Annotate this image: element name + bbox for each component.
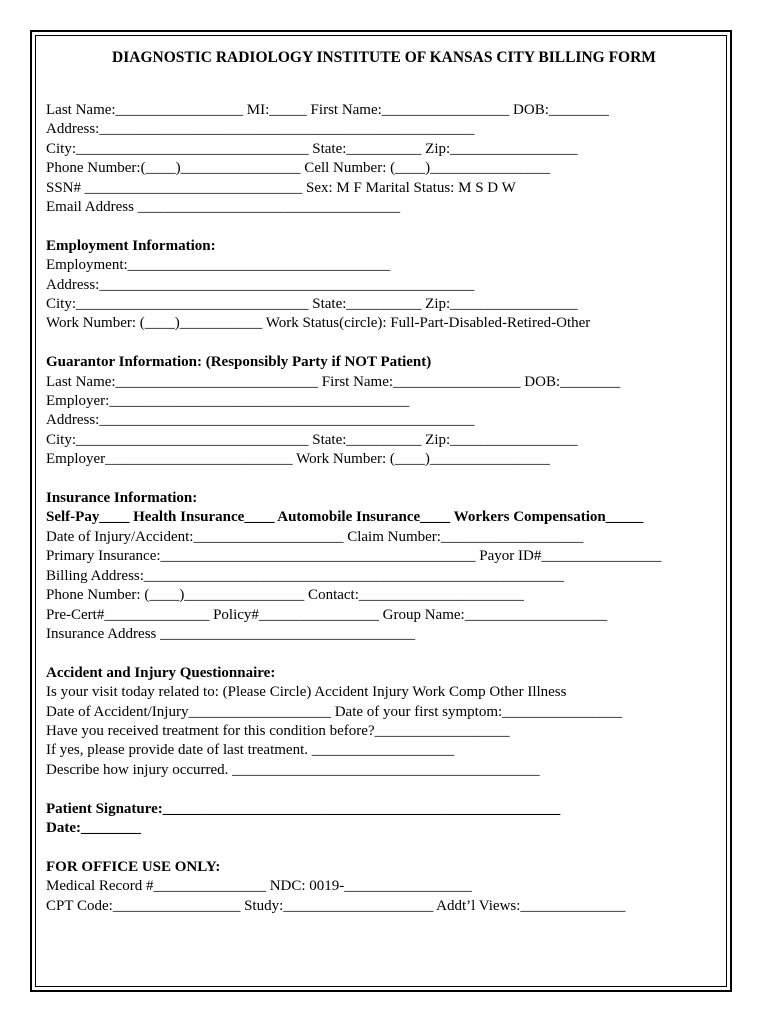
insurance-heading: Insurance Information: [46,490,198,507]
patient-ssn-line[interactable]: SSN# _____________________________ Sex: M F Marital Status: M S D W [46,179,516,196]
form-title: DIAGNOSTIC RADIOLOGY INSTITUTE OF KANSAS CITY BILLING FORM [112,49,656,66]
accident-section [46,664,726,780]
employment-section [46,237,726,334]
patient-section [46,101,726,217]
accident-date-line[interactable]: Date of Accident/Injury___________________ Date of your first symptom:________________ [46,703,623,720]
billing-form [46,47,726,916]
employment-city-line[interactable]: City:_______________________________ State:__________ Zip:_________________ [46,296,578,313]
patient-city-line[interactable]: City:_______________________________ State:__________ Zip:_________________ [46,140,578,157]
guarantor-address-line[interactable]: Address:__________________________________________________ [46,412,475,429]
insurance-types-line[interactable]: Self-Pay____ Health Insurance____ Automobile Insurance____ Workers Compensation_____ [46,509,644,526]
insurance-address-line[interactable]: Insurance Address __________________________________ [46,625,416,642]
employment-work-line[interactable]: Work Number: (____)___________ Work Status(circle): Full-Part-Disabled-Retired-Other [46,315,591,332]
employment-heading: Employment Information: [46,237,216,254]
accident-describe-line[interactable]: Describe how injury occurred. _________________________________________ [46,761,540,778]
signature-date-line[interactable]: Date:________ [46,819,141,836]
accident-treatment-line[interactable]: Have you received treatment for this condition before?__________________ [46,722,510,739]
accident-visit-line[interactable]: Is your visit today related to: (Please Circle) Accident Injury Work Comp Other Illness [46,684,567,701]
accident-last-treatment-line[interactable]: If yes, please provide date of last treatment. ___________________ [46,742,455,759]
insurance-injury-line[interactable]: Date of Injury/Accident:____________________ Claim Number:___________________ [46,528,584,545]
guarantor-work-line[interactable]: Employer_________________________ Work Number: (____)________________ [46,451,550,468]
guarantor-section [46,353,726,469]
guarantor-employer-line[interactable]: Employer:________________________________________ [46,393,410,410]
guarantor-name-line[interactable]: Last Name:___________________________ First Name:_________________ DOB:________ [46,373,621,390]
insurance-precert-line[interactable]: Pre-Cert#______________ Policy#________________ Group Name:___________________ [46,606,608,623]
office-heading: FOR OFFICE USE ONLY: [46,858,221,875]
signature-section [46,800,726,839]
office-section [46,858,726,916]
insurance-billing-line[interactable]: Billing Address:________________________________________________________ [46,567,564,584]
insurance-phone-line[interactable]: Phone Number: (____)________________ Contact:______________________ [46,587,524,604]
insurance-section [46,489,726,644]
patient-address-line[interactable]: Address:__________________________________________________ [46,121,475,138]
accident-heading: Accident and Injury Questionnaire: [46,664,276,681]
insurance-primary-line[interactable]: Primary Insurance:__________________________________________ Payor ID#________________ [46,548,662,565]
patient-signature-line[interactable]: Patient Signature:_____________________________________________________ [46,800,561,817]
guarantor-city-line[interactable]: City:_______________________________ State:__________ Zip:_________________ [46,431,578,448]
guarantor-heading: Guarantor Information: (Responsibly Party if NOT Patient) [46,354,432,371]
patient-phone-line[interactable]: Phone Number:(____)________________ Cell Number: (____)________________ [46,160,551,177]
patient-email-line[interactable]: Email Address ___________________________________ [46,199,401,216]
office-cpt-line[interactable]: CPT Code:_________________ Study:____________________ Addt’l Views:______________ [46,897,626,914]
office-record-line[interactable]: Medical Record #_______________ NDC: 0019-_________________ [46,878,472,895]
patient-name-line[interactable]: Last Name:_________________ MI:_____ First Name:_________________ DOB:________ [46,102,609,118]
employment-address-line[interactable]: Address:__________________________________________________ [46,276,475,293]
employment-line[interactable]: Employment:___________________________________ [46,257,391,274]
